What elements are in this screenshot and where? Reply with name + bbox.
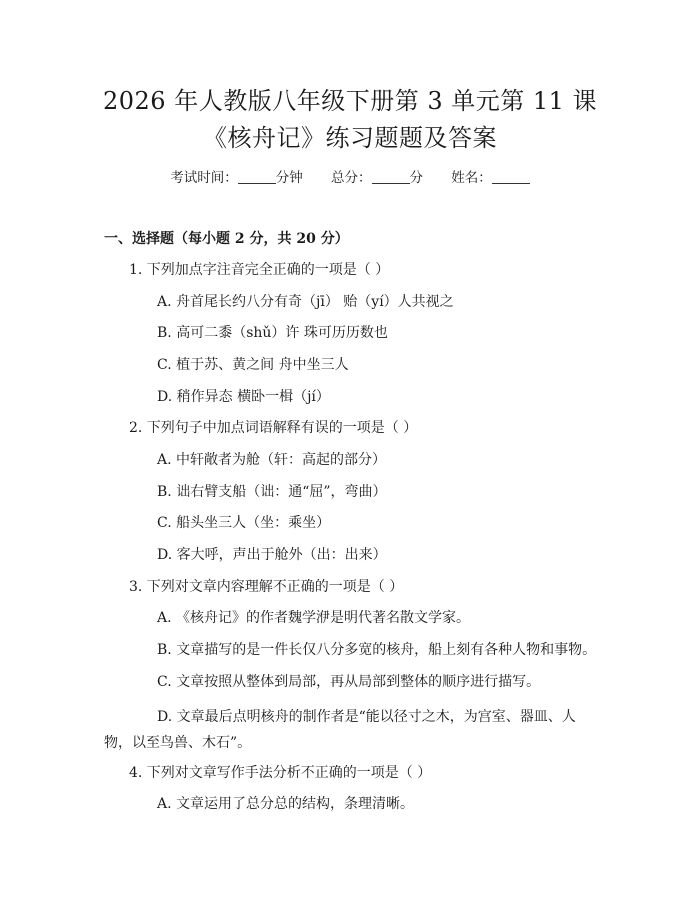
question-3-option-a: A. 《核舟记》的作者魏学洢是明代著名散文学家。 — [157, 610, 471, 626]
name-field — [451, 170, 530, 186]
question-4: 4. 下列对文章写作手法分析不正确的一项是（ ） — [129, 765, 432, 781]
question-3-option-c: C. 文章按照从整体到局部，再从局部到整体的顺序进行描写。 — [157, 674, 541, 690]
time-unit: 分钟 — [275, 170, 303, 186]
time-field — [170, 170, 307, 186]
section-title: 一、选择题（每小题 2 分，共 20 分） — [104, 231, 349, 247]
question-1-option-c: C. 植于苏、黄之间 舟中坐三人 — [157, 357, 349, 373]
question-1-option-d: D. 稍作异态 横卧一楫（jí） — [157, 389, 330, 405]
score-label: 总分： — [331, 170, 372, 186]
question-2-option-b: B. 诎右臂支船（诎：通“屈”，弯曲） — [157, 484, 387, 500]
question-1-option-b: B. 高可二黍（shǔ）许 珠可历历数也 — [157, 325, 388, 341]
name-blank — [492, 169, 530, 184]
score-unit: 分 — [409, 170, 423, 186]
question-2: 2. 下列句子中加点词语解释有误的一项是（ ） — [129, 420, 418, 436]
score-field — [331, 170, 427, 186]
page-title-line-1: 2026 年人教版八年级下册第 3 单元第 11 课 — [102, 87, 598, 115]
question-3-option-d: D. 文章最后点明核舟的制作者是“能以径寸之木，为宫室、器皿、人物，以至鸟兽、木石”。 — [104, 709, 576, 751]
time-blank — [238, 169, 276, 184]
name-label: 姓名： — [451, 170, 492, 186]
question-2-option-c: C. 船头坐三人（坐：乘坐） — [157, 515, 331, 531]
question-3: 3. 下列对文章内容理解不正确的一项是（ ） — [129, 579, 404, 595]
question-1-option-a: A. 舟首尾长约八分有奇（jī） 贻（yí）人共视之 — [157, 294, 454, 310]
question-1: 1. 下列加点字注音完全正确的一项是（ ） — [129, 262, 390, 278]
page-title-line-2: 《核舟记》练习题题及答案 — [203, 124, 497, 152]
score-blank — [372, 169, 410, 184]
question-2-option-a: A. 中轩敞者为舱（轩：高起的部分） — [157, 452, 387, 468]
question-3-option-b: B. 文章描写的是一件长仅八分多宽的核舟，船上刻有各种人物和事物。 — [157, 642, 597, 658]
question-4-option-a: A. 文章运用了总分总的结构，条理清晰。 — [157, 796, 415, 812]
question-2-option-d: D. 客大呼，声出于舱外（出：出来） — [157, 547, 387, 563]
exam-meta — [0, 168, 700, 188]
time-label: 考试时间： — [170, 170, 238, 186]
